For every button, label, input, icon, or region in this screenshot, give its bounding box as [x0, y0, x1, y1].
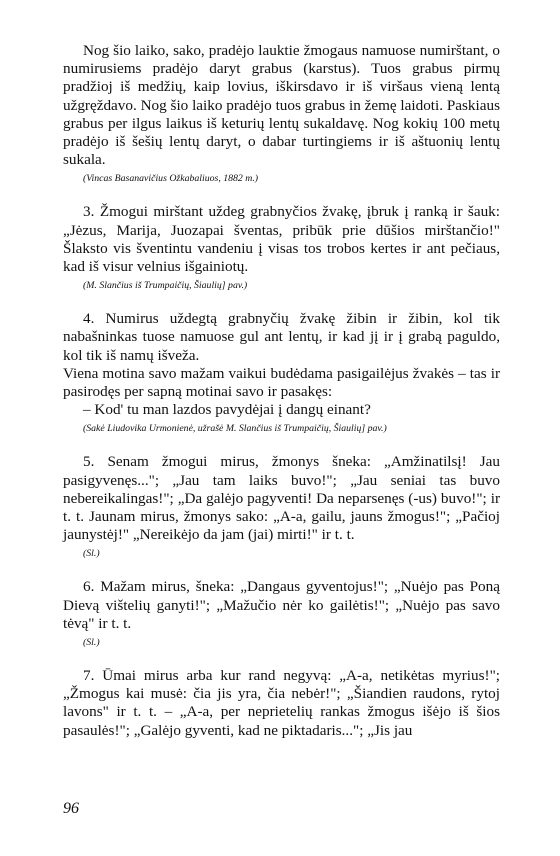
paragraph-intro: Nog šio laiko, sako, pradėjo lauktie žmogaus namuose numirštant, o numirusiems pradėjo daryt grabus (karstus). Tuos grabus pirmų pradžioj iš medžių, kaip lovius, iškirsdavo ir iš viršaus vieną lentą užgręždavo. Nog šio laiko pradėjo tuos grabus in žemę laidoti. Paskiaus grabus per ilgus laikus iš keturių lentų sukaldavę. Nog kokių 100 metų pradėjo iš šešių lentų daryt, o dabar turtingiems ir iš aštuonių lentų sukala.	[63, 42, 500, 169]
source-citation: (Sakė Liudovika Urmonienė, užrašė M. Slančius iš Trumpaičių, Šiaulių] pav.)	[83, 423, 387, 435]
page-content	[63, 42, 500, 740]
paragraph-3: 3. Žmogui mirštant uždeg grabnyčios žvakę, įbruk į ranką ir šauk: „Jėzus, Marija, Juozapai šventas, pribūk prie dūšios mirštančio!" Šlaksto vis šventintu vandeniu į visas tos trobos kertes ir ant pečiaus, kad iš visur velnius išgainiotų.	[63, 203, 500, 276]
paragraph-4-continued: Viena motina savo mažam vaikui budėdama pasigailėjus žvakės – tas ir pasirodęs per sapną motinai savo ir pasakęs:	[63, 364, 500, 401]
paragraph-4: 4. Numirus uždegtą grabnyčių žvakę žibin ir žibin, kol tik nabašninkas tuose namuose gul ant lentų, ir kad jį ir į grabą paguldo, kol tik iš namų išveža.	[63, 310, 500, 364]
source-citation: (Sl.)	[83, 637, 100, 649]
source-citation: (Vincas Basanavičius Ožkabaliuos, 1882 m.)	[83, 173, 259, 185]
page-number: 96	[63, 800, 79, 817]
quote-line: – Kod' tu man lazdos pavydėjai į dangų einant?	[83, 401, 371, 419]
source-citation: (M. Slančius iš Trumpaičių, Šiaulių] pav.)	[83, 280, 248, 292]
paragraph-5: 5. Senam žmogui mirus, žmonys šneka: „Amžinatilsį! Jau pasigyvenęs..."; „Jau tam laiks buvo!"; „Jau seniai tas buvo nebereikalingas!"; „Da galėjo pagyventi! Da neparsenęs (-us) buvo!"; ir t. t. Jaunam mirus, žmonys sako: „A-a, gailu, jauns žmogus!"; „Pačioj jaunystėj!" „Nereikėjo da jam (jai) mirti!" ir t. t.	[63, 453, 500, 544]
source-citation: (Sl.)	[83, 548, 100, 560]
paragraph-6: 6. Mažam mirus, šneka: „Dangaus gyventojus!"; „Nuėjo pas Poną Dievą vištelių ganyti!"; „Mažučio nėr ko gailėtis!"; „Nuėjo pas savo tėvą" ir t. t.	[63, 578, 500, 632]
paragraph-7: 7. Ūmai mirus arba kur rand negyvą: „A-a, netikėtas myrius!"; „Žmogus kai musė: čia jis yra, čia nebėr!"; „Šiandien raudons, rytoj lavons" ir t. t. – „A-a, per neprietelių rankas žmogus išėjo iš šios pasaulės!"; „Galėjo gyventi, kad ne piktadaris..."; „Jis jau	[63, 667, 500, 739]
